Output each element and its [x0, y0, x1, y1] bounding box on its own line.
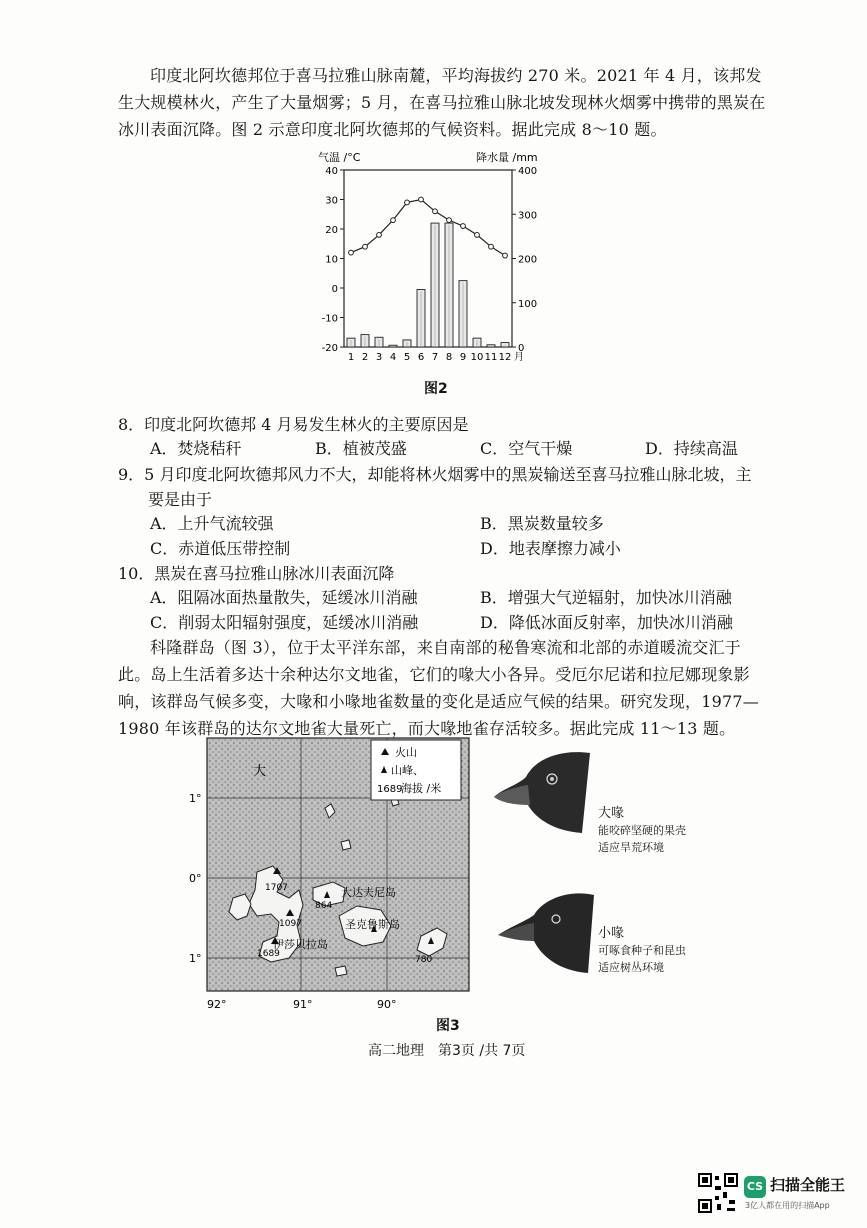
q10-option-a: A．阻隔冰面热量散失，延缓冰川消融 — [150, 588, 418, 607]
q9-option-a: A．上升气流较强 — [150, 514, 274, 533]
chart-ylabel-right: 降水量 /mm — [476, 151, 538, 164]
question-8-stem: 8．印度北阿坎德邦 4 月易发生林火的主要原因是 — [118, 415, 469, 434]
large-beak-title: 大喙 — [598, 806, 625, 821]
month-label: 7 — [431, 352, 439, 363]
large-beak-desc-1: 能咬碎坚硬的果壳 — [598, 824, 686, 837]
lon-label-92: 92° — [207, 998, 227, 1011]
lat-label-south: 1° — [189, 952, 202, 965]
elevation-label: 1689 — [257, 949, 280, 959]
lon-label-90: 90° — [377, 998, 397, 1011]
question-9-stem-line1: 9．5 月印度北阿坎德邦风力不大，却能将林火烟雾中的黑炭输送至喜马拉雅山脉北坡，主 — [118, 465, 752, 484]
month-label: 3 — [375, 352, 383, 363]
temperature-point — [503, 253, 508, 258]
temp-tick-label: 10 — [325, 254, 338, 266]
small-beak-desc-1: 可啄食种子和昆虫 — [598, 944, 686, 957]
month-label: 4 — [389, 352, 397, 363]
month-label: 9 — [459, 352, 467, 363]
temperature-point — [433, 209, 438, 214]
q9-option-c: C．赤道低压带控制 — [150, 539, 291, 558]
intro-paragraph-2 — [118, 634, 768, 742]
temperature-point — [447, 218, 452, 223]
month-label: 6 — [417, 352, 425, 363]
temperature-point — [405, 200, 410, 205]
ocean-label: 大 — [253, 764, 267, 779]
galapagos-map — [185, 730, 475, 1015]
q8-option-c: C．空气干燥 — [480, 439, 573, 458]
lat-label-equator: 0° — [189, 872, 202, 885]
temp-tick-label: 20 — [325, 225, 338, 236]
temperature-point — [349, 250, 354, 255]
small-beak-finch-image — [490, 885, 600, 975]
temp-tick-label: -10 — [321, 313, 338, 325]
elevation-label: 864 — [315, 901, 333, 911]
temperature-line — [351, 200, 505, 256]
q10-option-b: B．增强大气逆辐射，加快冰川消融 — [480, 588, 732, 607]
question-10-stem: 10．黑炭在喜马拉雅山脉冰川表面沉降 — [118, 564, 395, 583]
lon-label-91: 91° — [293, 998, 313, 1011]
q8-option-a: A．焚烧秸秆 — [150, 439, 242, 458]
precip-tick-label: 200 — [518, 254, 538, 266]
legend-peak: 山峰、 — [391, 764, 424, 777]
chart-ylabel-left: 气温 /°C — [318, 151, 361, 164]
elevation-label: 1707 — [265, 883, 288, 893]
small-beak-desc-2: 适应树丛环境 — [598, 961, 664, 974]
month-label: 10 — [470, 352, 484, 363]
month-label: 1 — [347, 352, 355, 363]
figure-3-caption: 图3 — [436, 1018, 460, 1034]
intro-text-1: 印度北阿坎德邦位于喜马拉雅山脉南麓，平均海拔约 270 米。2021 年 4 月，该邦发生大规模林火，产生了大量烟雾；5 月，在喜马拉雅山脉北坡发现林火烟雾中携带的黑炭在冰川表面沉降。图 2 示意印度北阿坎德邦的气候资料。据此完成 8～10 题。 — [118, 66, 766, 139]
legend-peak-elevation: 海拔 /米 — [401, 782, 442, 795]
large-beak-desc-2: 适应旱荒环境 — [598, 841, 664, 854]
chart-frame — [344, 170, 512, 347]
watermark-subtitle: 3亿人都在用的扫描App — [745, 1201, 830, 1210]
month-label: 2 — [361, 352, 369, 363]
q8-option-b: B．植被茂盛 — [315, 439, 407, 458]
temperature-point — [489, 244, 494, 249]
month-label: 12 — [498, 352, 512, 363]
island-label-daphne: 大达夫尼岛 — [341, 886, 396, 899]
intro-paragraph-1 — [118, 62, 768, 143]
legend-volcano: 火山 — [395, 746, 417, 759]
qr-code-icon — [697, 1172, 739, 1214]
large-beak-finch-image — [490, 745, 600, 835]
camscanner-logo-icon: CS — [744, 1176, 766, 1198]
precip-tick-label: 400 — [518, 166, 538, 177]
temperature-point — [475, 233, 480, 238]
temperature-point — [391, 218, 396, 223]
precip-tick-label: 0 — [518, 343, 525, 354]
month-label: 5 — [403, 352, 411, 363]
marchena-island — [341, 840, 351, 850]
temperature-point — [461, 224, 466, 229]
lat-label-north: 1° — [189, 792, 202, 805]
island-label-santa-cruz: 圣克鲁斯岛 — [345, 918, 400, 931]
temp-tick-label: 30 — [325, 195, 338, 207]
elevation-label: 1097 — [279, 919, 302, 929]
figure-2-caption: 图2 — [424, 381, 448, 397]
intro-text-2: 科隆群岛（图 3），位于太平洋东部，来自南部的秘鲁寒流和北部的赤道暖流交汇于此。岛上生活着多达十余种达尔文地雀，它们的喙大小各异。受厄尔尼诺和拉尼娜现象影响，该群岛气候多变，大喙和小喙地雀数量的变化是适应气候的结果。研究发现，1977—1980 年该群岛的达尔文地雀大量死亡，而大喙地雀存活较多。据此完成 11～13 题。 — [118, 638, 759, 738]
scanner-watermark — [697, 1170, 847, 1216]
floreana-island — [335, 966, 347, 976]
legend-peak-value: 1689 — [377, 784, 403, 795]
month-label: 8 — [445, 352, 453, 363]
precip-tick-label: 300 — [518, 210, 538, 222]
island-label-isabela: 伊莎贝拉岛 — [273, 938, 328, 951]
q9-option-d: D．地表摩擦力减小 — [480, 539, 621, 558]
question-9-stem-line2: 要是由于 — [148, 490, 213, 509]
temperature-point — [419, 197, 424, 202]
temp-tick-label: 0 — [331, 284, 338, 295]
page-footer: 高二地理 第3页 /共 7页 — [368, 1043, 526, 1059]
temp-tick-label: -20 — [321, 343, 338, 354]
precip-bar — [487, 345, 495, 347]
temperature-point — [377, 233, 382, 238]
climate-chart — [300, 150, 560, 365]
watermark-app-name: 扫描全能王 — [770, 1176, 846, 1194]
month-unit-label: 月 — [514, 352, 524, 363]
elevation-label: 780 — [415, 955, 433, 965]
temp-tick-label: 40 — [325, 166, 338, 177]
small-beak-title: 小喙 — [598, 926, 625, 941]
month-label: 11 — [484, 352, 498, 363]
q8-option-d: D．持续高温 — [645, 439, 738, 458]
temperature-point — [363, 244, 368, 249]
q10-option-c: C．削弱太阳辐射强度，延缓冰川消融 — [150, 613, 419, 632]
q10-option-d: D．降低冰面反射率，加快冰川消融 — [480, 613, 733, 632]
q9-option-b: B．黑炭数量较多 — [480, 514, 604, 533]
precip-tick-label: 100 — [518, 298, 538, 310]
precip-bar — [389, 345, 397, 347]
